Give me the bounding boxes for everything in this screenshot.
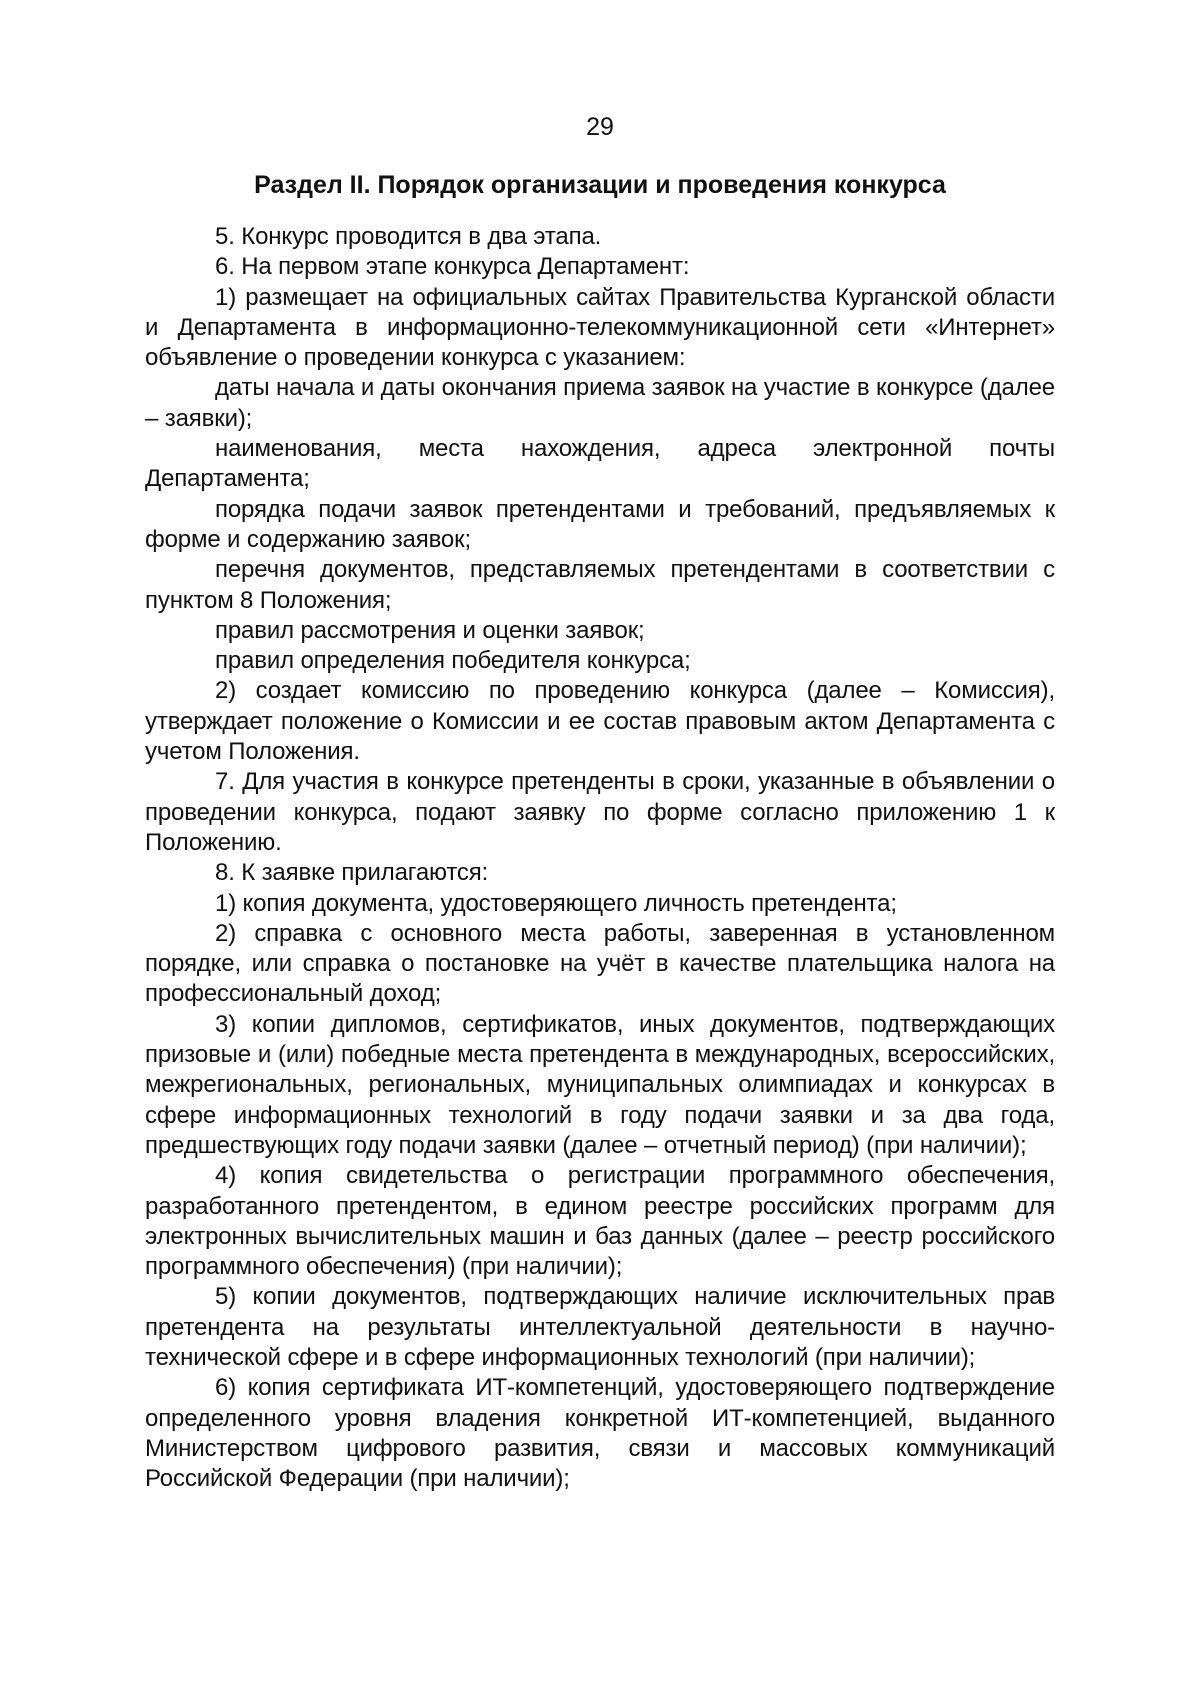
body-text <box>145 222 1055 1494</box>
list-item-name-address: наименования, места нахождения, адреса электронной почты Департамента; <box>145 435 1055 493</box>
paragraph-8-6: 6) копия сертификата ИТ-компетенций, удостоверяющего подтверждение определенного уровня владения конкретной ИТ-компетенцией, выданного Министерством цифрового развития, связи и массовых коммуникаций Российской Федерации (при наличии); <box>145 1374 1055 1493</box>
paragraph-8-2: 2) справка с основного места работы, заверенная в установленном порядке, или справка о постановке на учёт в качестве плательщика налога на профессиональный доход; <box>145 919 1055 1008</box>
paragraph-5: 5. Конкурс проводится в два этапа. <box>215 223 602 250</box>
section-title: Раздел II. Порядок организации и проведения конкурса <box>254 171 946 199</box>
list-item-submission-order: порядка подачи заявок претендентами и требований, предъявляемых к форме и содержанию заявок; <box>145 495 1055 553</box>
paragraph-8: 8. К заявке прилагаются: <box>215 859 489 887</box>
paragraph-8-5: 5) копии документов, подтверждающих наличие исключительных прав претендента на результаты интеллектуальной деятельности в научно-технической сфере и в сфере информационных технологий (при наличии); <box>145 1283 1055 1371</box>
list-item-documents: перечня документов, представляемых претендентами в соответствии с пунктом 8 Положения; <box>145 556 1055 614</box>
paragraph-8-3: 3) копии дипломов, сертификатов, иных документов, подтверждающих призовые и (или) победные места претендента в международных, всероссийских, межрегиональных, региональных, муниципальных олимпиадах и конкурсах в сфере информационных технологий в году подачи заявки и за два года, предшествующих году подачи заявки (далее – отчетный период) (при наличии); <box>145 1010 1055 1159</box>
paragraph-8-4: 4) копия свидетельства о регистрации программного обеспечения, разработанного претендентом, в едином реестре российских программ для электронных вычислительных машин и баз данных (далее – реестр российского программного обеспечения) (при наличии); <box>145 1162 1055 1281</box>
list-item-winner-rules: правил определения победителя конкурса; <box>215 647 691 675</box>
paragraph-7: 7. Для участия в конкурсе претенденты в сроки, указанные в объявлении о проведении конкурса, подают заявку по форме согласно приложению 1 к Положению. <box>145 768 1055 856</box>
paragraph-6-2: 2) создает комиссию по проведению конкурса (далее – Комиссия), утверждает положение о Комиссии и ее состав правовым актом Департамента с учетом Положения. <box>145 677 1055 766</box>
page-number: 29 <box>586 113 614 141</box>
paragraph-6-1: 1) размещает на официальных сайтах Правительства Курганской области и Департамента в информационно-телекоммуникационной сети «Интернет» объявление о проведении конкурса с указанием: <box>145 283 1055 372</box>
paragraph-6: 6. На первом этапе конкурса Департамент: <box>215 253 690 281</box>
paragraph-8-1: 1) копия документа, удостоверяющего личность претендента; <box>215 889 897 917</box>
list-item-dates: даты начала и даты окончания приема заявок на участие в конкурсе (далее – заявки); <box>145 374 1055 432</box>
list-item-review-rules: правил рассмотрения и оценки заявок; <box>215 616 645 644</box>
